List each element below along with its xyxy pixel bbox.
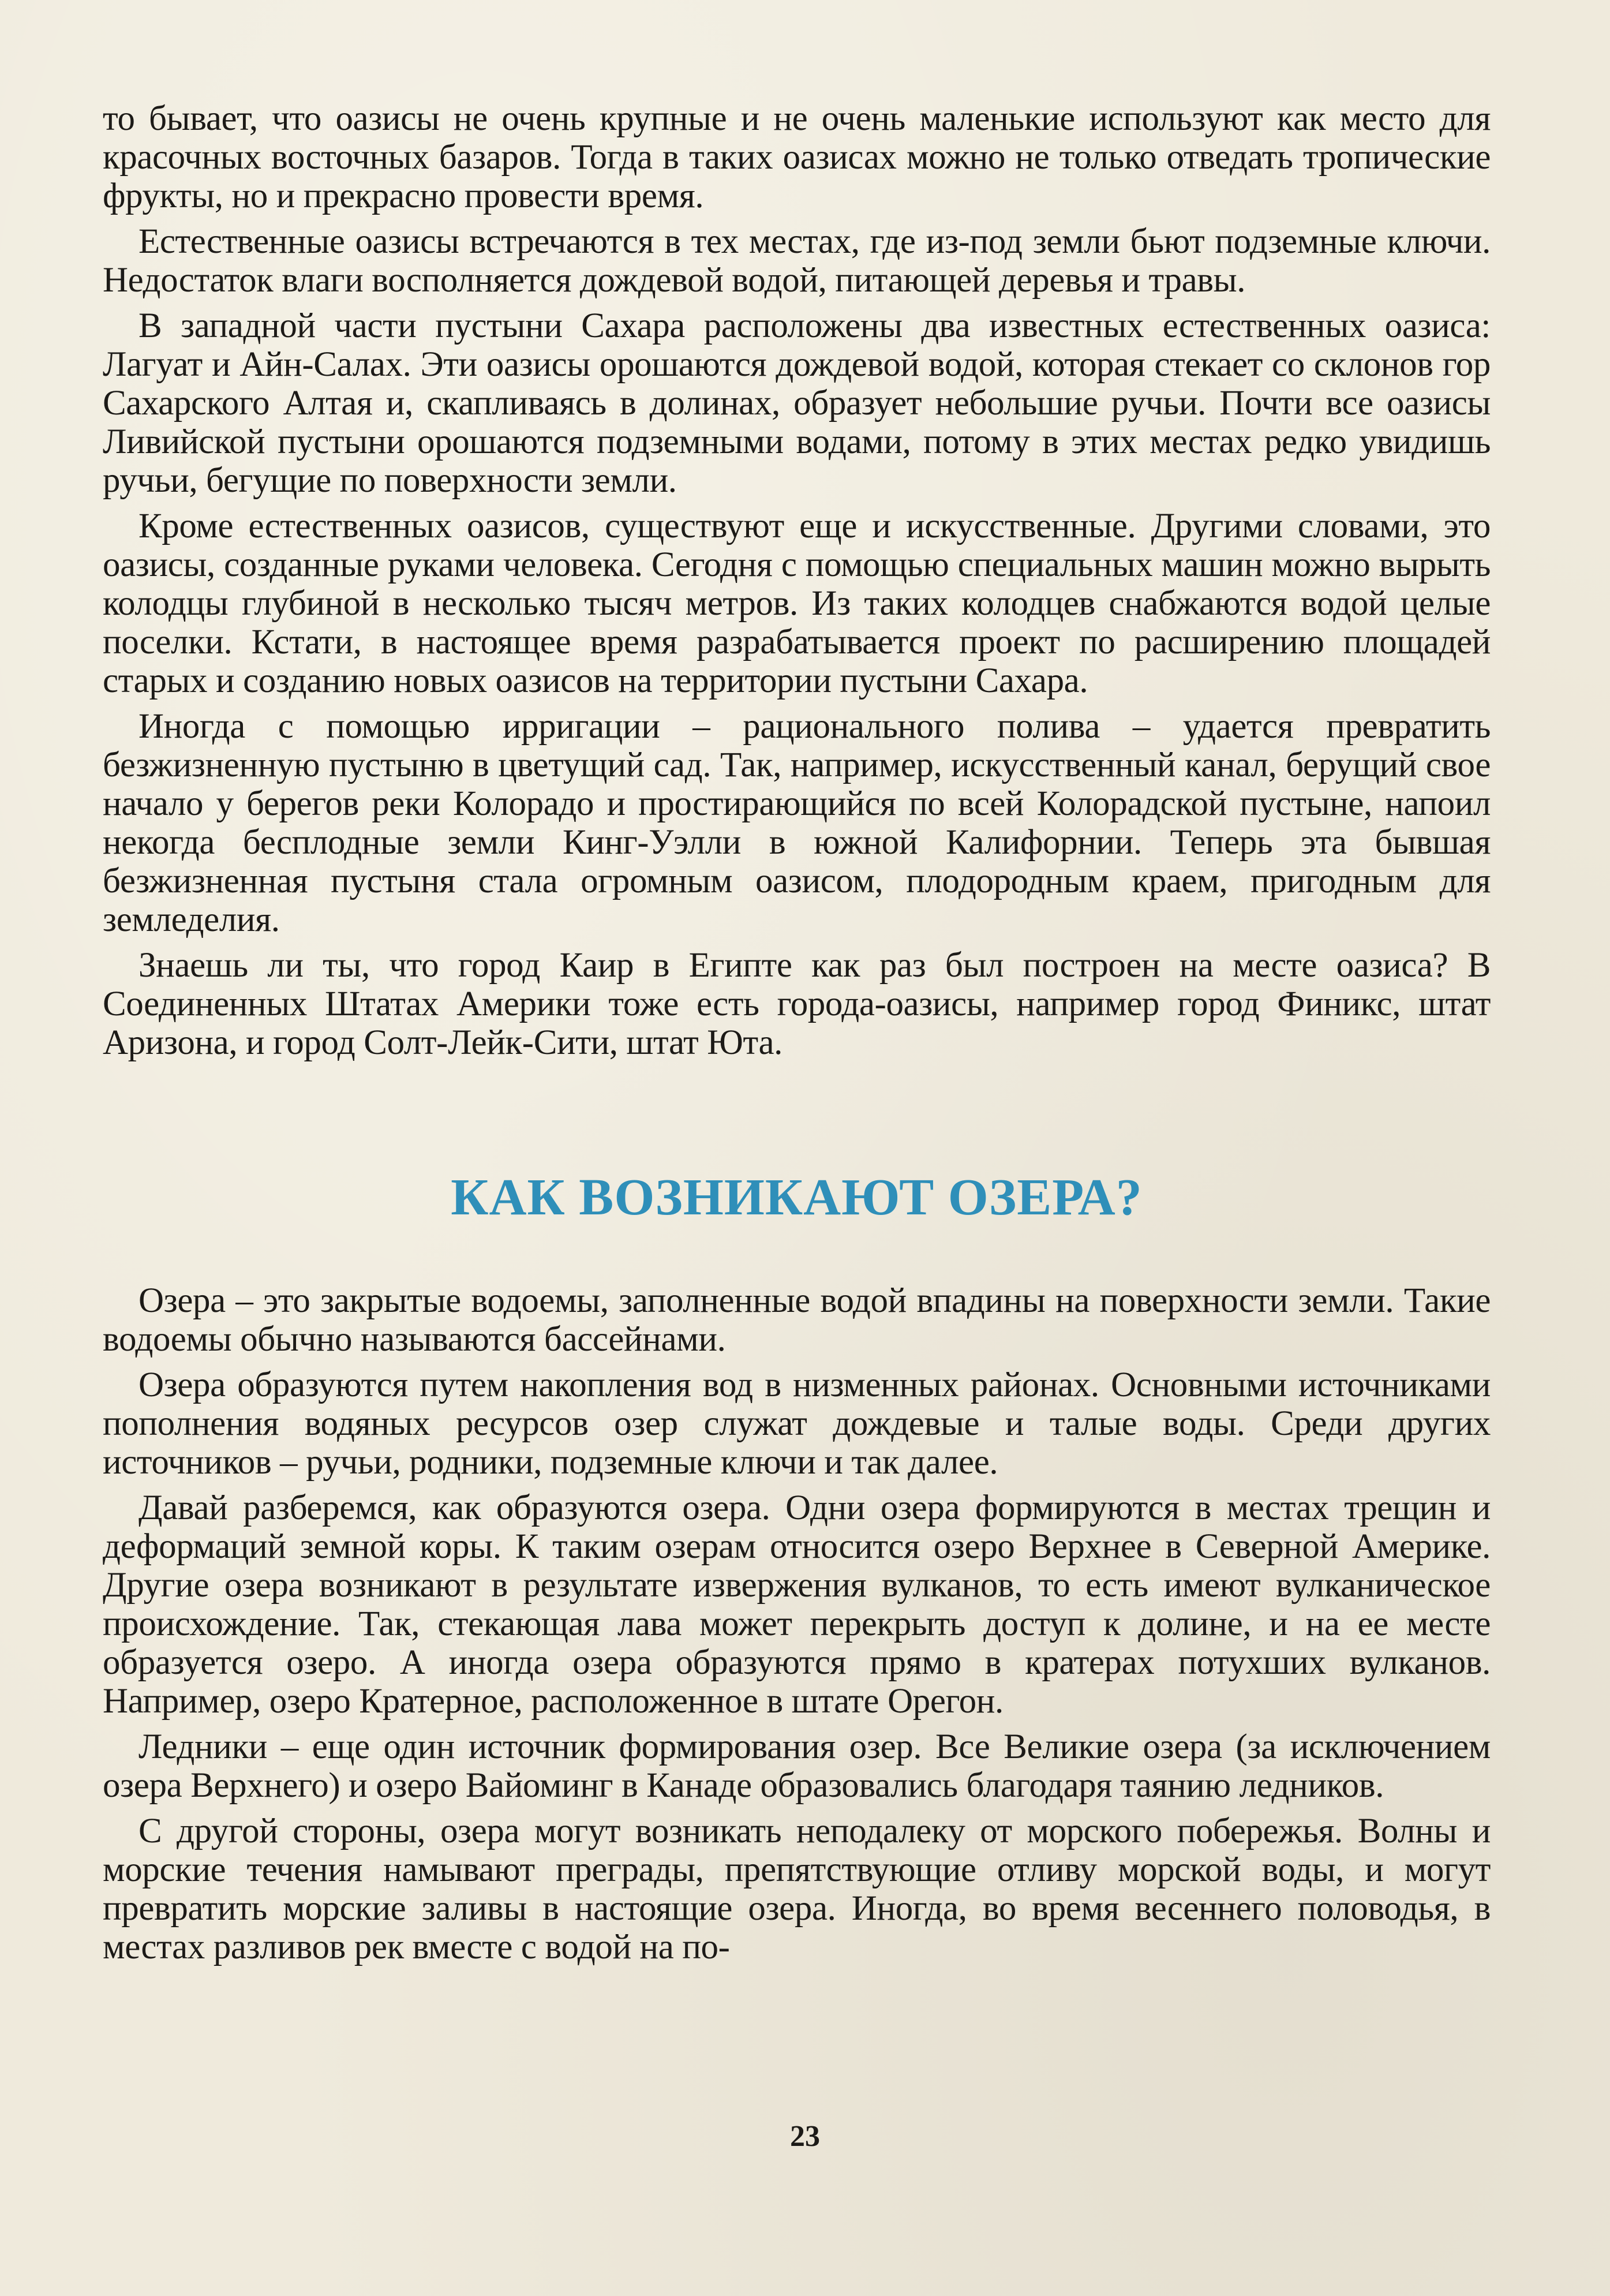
paragraph-sahara-oases: В западной части пустыни Сахара расположены два известных естественных оазиса: Лагуат и Айн-Салах. Эти оазисы орошаются дождевой водой, которая стекает со склонов гор Сахарского Алтая и, скапливаясь в долинах, образует небольшие ручьи. Почти все оазисы Ливийской пустыни орошаются подземными водами, потому в этих местах редко увидишь ручьи, бегущие по поверхности земли. bbox=[103, 306, 1491, 500]
paragraph-irrigation: Иногда с помощью ирригации – рационального полива – удается превратить безжизненную пустыню в цветущий сад. Так, например, искусственный канал, берущий свое начало у берегов реки Колорадо и простирающийся по всей Колорадской пустыне, напоил некогда бесплодные земли Кинг-Уэлли в южной Калифорнии. Теперь эта бывшая безжизненная пустыня стала огромным оазисом, плодородным краем, пригодным для земледелия. bbox=[103, 707, 1491, 939]
paragraph-coastal-lakes: С другой стороны, озера могут возникать неподалеку от морского побережья. Волны и морские течения намывают преграды, препятствующие отливу морской воды, и могут превратить морские заливы в настоящие озера. Иногда, во время весеннего половодья, в местах разливов рек вместе с водой на по- bbox=[103, 1812, 1491, 1966]
paragraph-artificial-oases: Кроме естественных оазисов, существуют еще и искусственные. Другими словами, это оазисы, созданные руками человека. Сегодня с помощью специальных машин можно вырыть колодцы глубиной в несколько тысяч метров. Из таких колодцев снабжаются водой целые поселки. Кстати, в настоящее время разрабатывается проект по расширению площадей старых и созданию новых оазисов на территории пустыни Сахара. bbox=[103, 507, 1491, 700]
page-number: 23 bbox=[790, 2120, 820, 2153]
section-heading-lakes: КАК ВОЗНИКАЮТ ОЗЕРА? bbox=[451, 1169, 1143, 1226]
paragraph-oasis-cities: Знаешь ли ты, что город Каир в Египте как раз был построен на месте оазиса? В Соединенных Штатах Америки тоже есть города-оазисы, например город Финикс, штат Аризона, и город Солт-Лейк-Сити, штат Юта. bbox=[103, 946, 1491, 1062]
paragraph-lakes-formation: Давай разберемся, как образуются озера. Одни озера формируются в местах трещин и деформаций земной коры. К таким озерам относится озеро Верхнее в Северной Америке. Другие озера возникают в результате извержения вулканов, то есть имеют вулканическое происхождение. Так, стекающая лава может перекрыть доступ к долине, и на ее месте образуется озеро. А иногда озера образуются прямо в кратерах потухших вулканов. Например, озеро Кратерное, расположенное в штате Орегон. bbox=[103, 1489, 1491, 1721]
paragraph-oasis-bazaars: то бывает, что оазисы не очень крупные и не очень маленькие используют как место для красочных восточных базаров. Тогда в таких оазисах можно не только отведать тропические фрукты, но и прекрасно провести время. bbox=[103, 99, 1491, 215]
paragraph-natural-oases: Естественные оазисы встречаются в тех местах, где из-под земли бьют подземные ключи. Недостаток влаги восполняется дождевой водой, питающей деревья и травы. bbox=[103, 222, 1491, 300]
text-column bbox=[103, 99, 1491, 1973]
paragraph-lakes-definition: Озера – это закрытые водоемы, заполненные водой впадины на поверхности земли. Такие водоемы обычно называются бассейнами. bbox=[103, 1281, 1491, 1359]
paragraph-glacial-lakes: Ледники – еще один источник формирования озер. Все Великие озера (за исключением озера Верхнего) и озеро Вайоминг в Канаде образовались благодаря таянию ледников. bbox=[103, 1727, 1491, 1805]
paragraph-lakes-sources: Озера образуются путем накопления вод в низменных районах. Основными источниками пополнения водяных ресурсов озер служат дождевые и талые воды. Среди других источников – ручьи, родники, подземные ключи и так далее. bbox=[103, 1366, 1491, 1482]
